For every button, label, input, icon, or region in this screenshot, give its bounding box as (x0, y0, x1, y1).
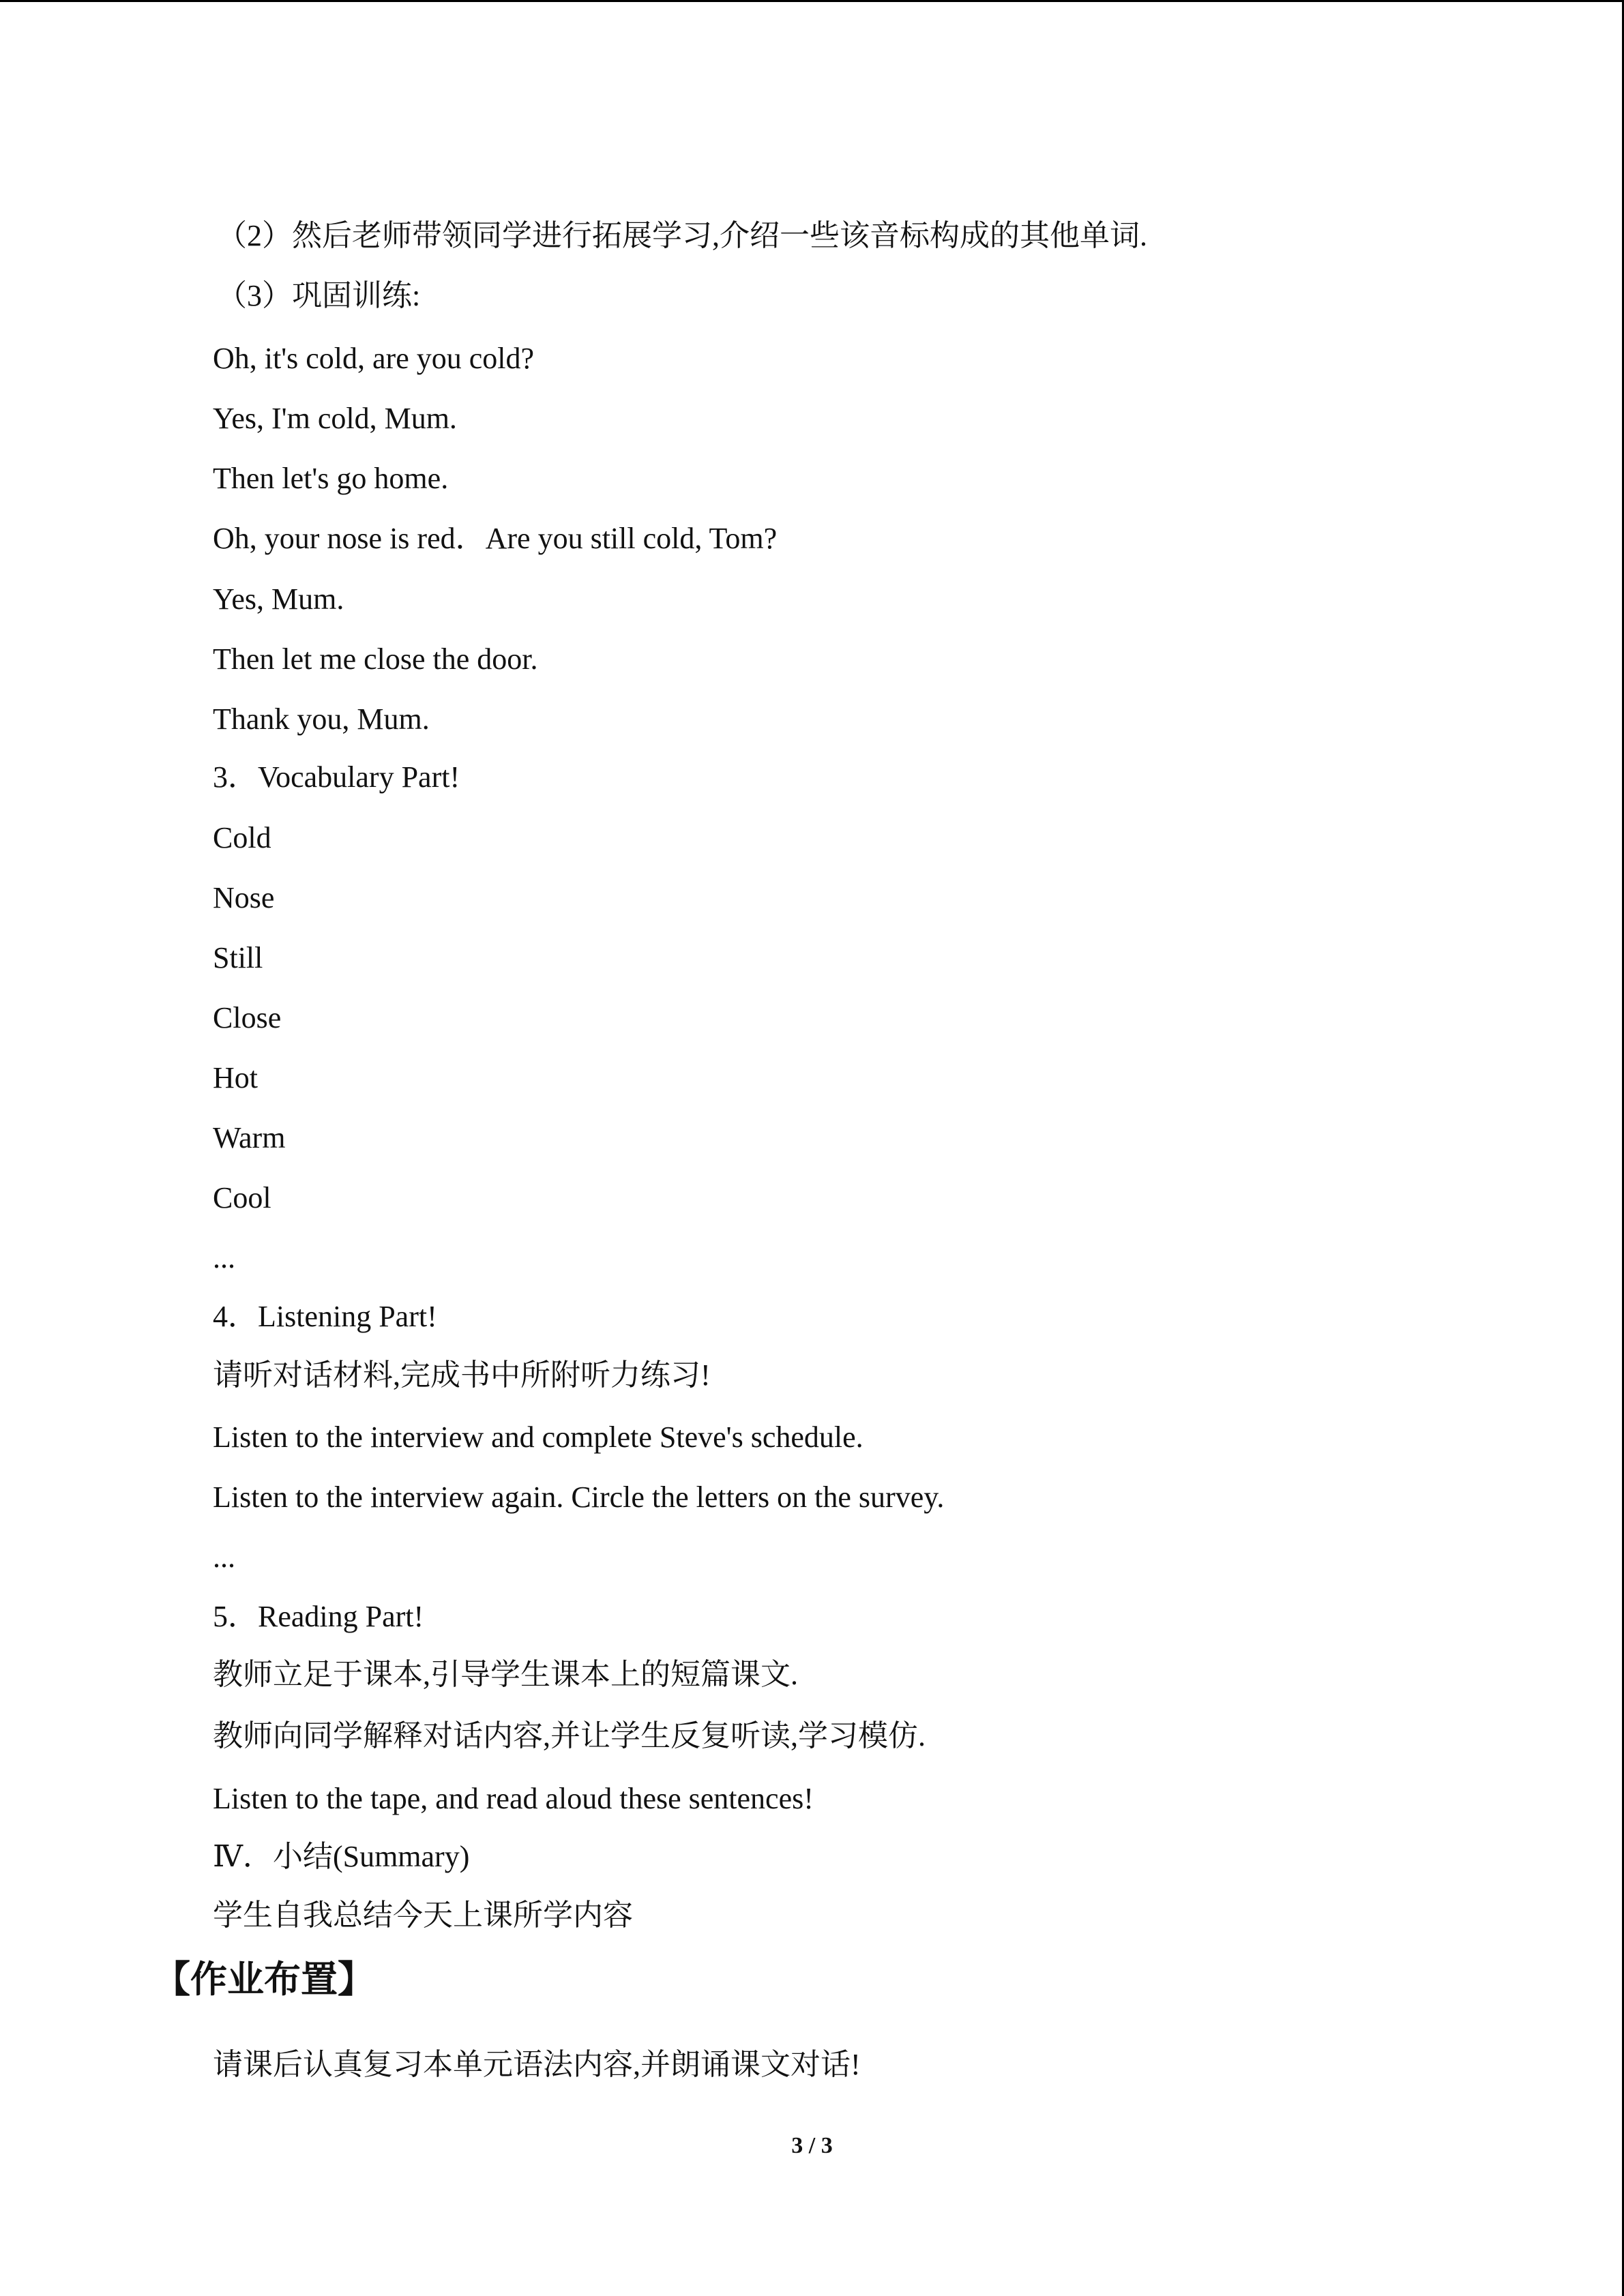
vocabulary-word: Cool (213, 1181, 271, 1214)
dialogue-line: Then let me close the door. (213, 642, 538, 676)
dialogue-line: Oh, it's cold, are you cold? (213, 342, 535, 375)
dialogue-line: Thank you, Mum. (213, 702, 430, 736)
summary-title: Ⅳ．小结(Summary) (213, 1840, 470, 1873)
step-2-text: （2）然后老师带领同学进行拓展学习,介绍一些该音标构成的其他单词. (217, 219, 1147, 252)
vocabulary-word: Cold (213, 821, 271, 854)
listening-line: Listen to the interview again. Circle the letters on the survey. (213, 1480, 945, 1514)
dialogue-line: Yes, I'm cold, Mum. (213, 402, 457, 435)
vocabulary-word: Hot (213, 1061, 258, 1094)
dialogue-line: Oh, your nose is red．Are you still cold, Tom? (213, 522, 778, 555)
homework-text: 请课后认真复习本单元语法内容,并朗诵课文对话! (213, 2048, 861, 2081)
vocabulary-word: Warm (213, 1121, 286, 1154)
summary-text: 学生自我总结今天上课所学内容 (213, 1898, 633, 1932)
vocabulary-word: Still (213, 941, 263, 974)
step-3-text: （3）巩固训练: (217, 279, 421, 312)
vocabulary-word: Close (213, 1001, 282, 1034)
reading-line: 教师向同学解释对话内容,并让学生反复听读,学习模仿. (213, 1719, 926, 1753)
listening-line: Listen to the interview and complete Steve's schedule. (213, 1420, 863, 1454)
listening-ellipsis: ... (213, 1540, 235, 1574)
top-border (0, 0, 1624, 2)
reading-title: 5．Reading Part! (213, 1600, 424, 1633)
homework-heading: 【作业布置】 (153, 1959, 374, 2000)
reading-line: 教师立足于课本,引导学生课本上的短篇课文. (213, 1658, 798, 1691)
dialogue-line: Then let's go home. (213, 462, 449, 495)
listening-title: 4．Listening Part! (213, 1300, 437, 1333)
vocabulary-title: 3．Vocabulary Part! (213, 760, 460, 794)
vocabulary-ellipsis: ... (213, 1241, 235, 1274)
page-number: 3 / 3 (791, 2133, 833, 2158)
reading-line: Listen to the tape, and read aloud these sentences! (213, 1782, 814, 1815)
listening-line: 请听对话材料,完成书中所附听力练习! (213, 1358, 711, 1392)
dialogue-line: Yes, Mum. (213, 582, 344, 616)
vocabulary-word: Nose (213, 881, 275, 914)
